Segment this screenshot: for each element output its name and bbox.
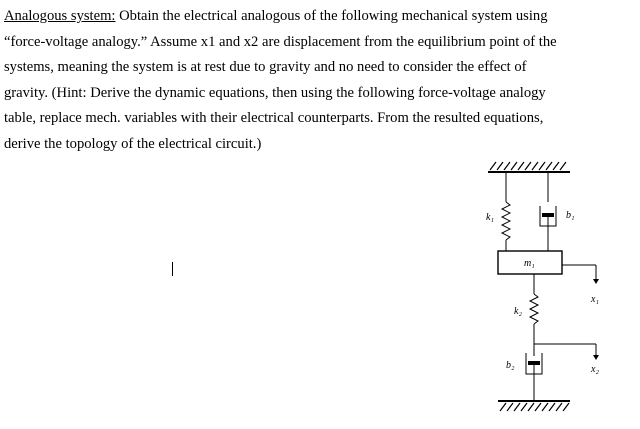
problem-line-6: derive the topology of the electrical circuit.)	[4, 135, 262, 152]
x2-arrow	[593, 344, 599, 360]
top-ground	[488, 162, 570, 172]
mechanical-system-diagram	[470, 150, 630, 425]
problem-heading: Analogous system:	[4, 8, 116, 24]
problem-line-2: “force-voltage analogy.” Assume x1 and x2 are displacement from the equilibrium point of the	[4, 33, 557, 50]
label-x2: x₂	[591, 364, 599, 375]
mechanical-system-figure	[470, 150, 630, 425]
problem-line-4: gravity. (Hint: Derive the dynamic equations, then using the following force-voltage analogy	[4, 84, 546, 101]
spring-k1	[502, 172, 510, 251]
problem-line-1	[4, 4, 636, 30]
spring-k2	[530, 274, 538, 344]
bottom-ground	[498, 401, 570, 411]
problem-line-3: systems, meaning the system is at rest due to gravity and no need to consider the effect of	[4, 59, 527, 75]
problem-line-5: table, replace mech. variables with their electrical counterparts. From the resulted equations,	[4, 110, 544, 126]
x1-arrow	[562, 265, 599, 284]
label-x1: x₁	[591, 294, 599, 305]
label-k2: k₂	[514, 306, 522, 317]
text-cursor[interactable]	[172, 262, 173, 276]
problem-line-1-text: Obtain the electrical analogous of the following mechanical system using	[115, 8, 548, 24]
label-b2: b₂	[506, 360, 515, 371]
damper-b1	[540, 172, 556, 251]
label-m1: m₁	[524, 258, 535, 269]
problem-statement	[4, 4, 636, 157]
label-b1: b₁	[566, 210, 575, 221]
damper-b2	[526, 344, 542, 400]
label-k1: k₁	[486, 212, 494, 223]
